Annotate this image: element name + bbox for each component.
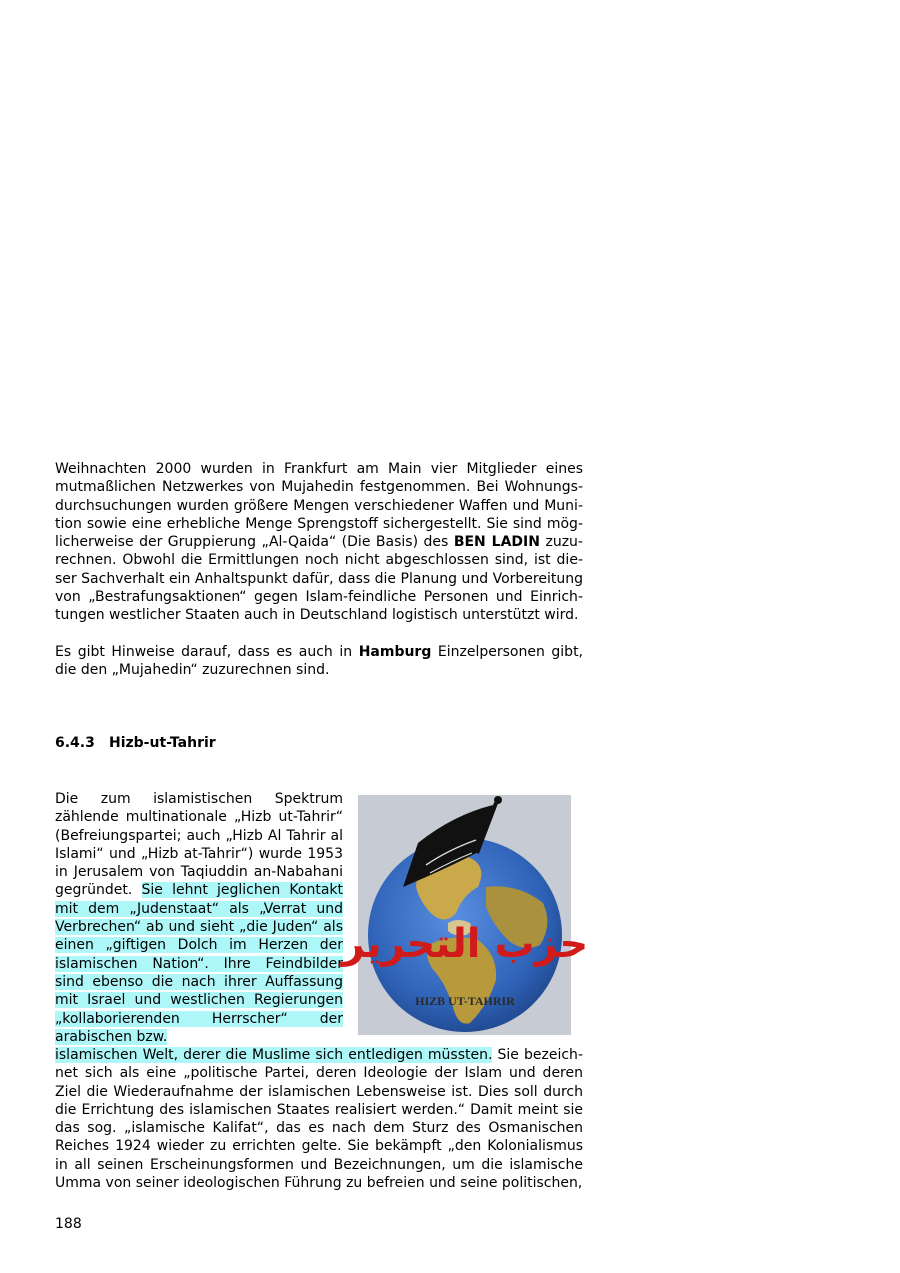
hizb-ut-tahrir-logo-figure (341, 795, 589, 1035)
logo-image (341, 795, 589, 1035)
page-number: 188 (55, 1216, 82, 1232)
paragraph-text: Sie bezeichnet sich als eine „politische Partei, deren Ideologie der Islam und deren Ziel die Wiederaufnahme der islamischen Lebensweise ist. Dies soll durch die Errichtung des islamischen Staates realisiert werden.“ Damit meint sie das sog. „islamische Kalifat“, das es nach dem Sturz des Osmanischen Reiches 1924 wieder zu errichten gelte. Sie bekämpft „den Kolonialismus in all seinen Erscheinungsformen und Bezeichnungen, um die islamische Umma von seiner ideologischen Führung zu befreien und seine politischen, (55, 1047, 583, 1192)
section-heading (55, 735, 216, 751)
section-number: 6.4.3 (55, 735, 95, 751)
bold-name: BEN LADIN (453, 534, 540, 551)
paragraph-text: Es gibt Hinweise darauf, dass es auch in (55, 644, 359, 660)
arabic-title: حزب التحرير (341, 921, 589, 967)
highlighted-text: islamischen Welt, derer die Muslime sich entledigen müssten. (55, 1047, 493, 1063)
highlighted-text: Sie lehnt jeglichen Kontakt mit dem „Judenstaat“ als „Verrat und Verbrechen“ ab und sieht „die Juden“ als einen „giftigen Dolch im Herzen der islamischen Nation“. Ihre Feindbilder sind ebenso die nach ihrer Auffassung mit Israel und westlichen Regierungen „kollaborierenden Herrscher“ der arabischen bzw. (55, 882, 343, 1045)
bold-city: Hamburg (358, 644, 432, 660)
paragraph-text: Einzelpersonen gibt, die den „Mujahedin“ zuzurechnen sind. (55, 644, 584, 679)
logo-caption: HIZB UT-TAHRIR (415, 994, 515, 1008)
paragraph-frankfurt (55, 460, 583, 625)
flag-pole-top (494, 796, 502, 804)
paragraph-hizb-wrapped (55, 790, 343, 1046)
paragraph-text: Die zum islamistischen Spektrum zählende multinationale „Hizb ut-Tahrir“ (Befreiungspartei; auch „Hizb Al Tahrir al Islami“ und „Hizb at-Tahrir“) wurde 1953 in Jerusalem von Taqiuddin an-Nabahani gegründet. (55, 791, 343, 899)
section-title: Hizb-ut-Tahrir (109, 735, 216, 751)
paragraph-hamburg (55, 643, 583, 680)
paragraph-text: Weihnachten 2000 wurden in Frankfurt am Main vier Mitglieder eines mutmaßlichen Netzwerkes von Mujahedin festgenommen. Bei Wohnungsdurchsuchungen wurden größere Mengen verschiedener Waffen und Munition sowie eine erhebliche Menge Sprengstoff sichergestellt. Sie sind möglicherweise der Gruppierung „Al-Qaida“ (Die Basis) des (55, 461, 583, 551)
paragraph-hizb-continued (55, 1046, 583, 1192)
paragraph-text: zuzurechnen. Obwohl die Ermittlungen noch nicht abgeschlossen sind, ist dieser Sachverhalt ein Anhaltspunkt dafür, dass die Planung und Vorbereitung von „Bestrafungsaktionen“ gegen Islam-feindliche Personen und Einrichtungen westlicher Staaten auch in Deutschland logistisch unterstützt wird. (55, 534, 583, 624)
